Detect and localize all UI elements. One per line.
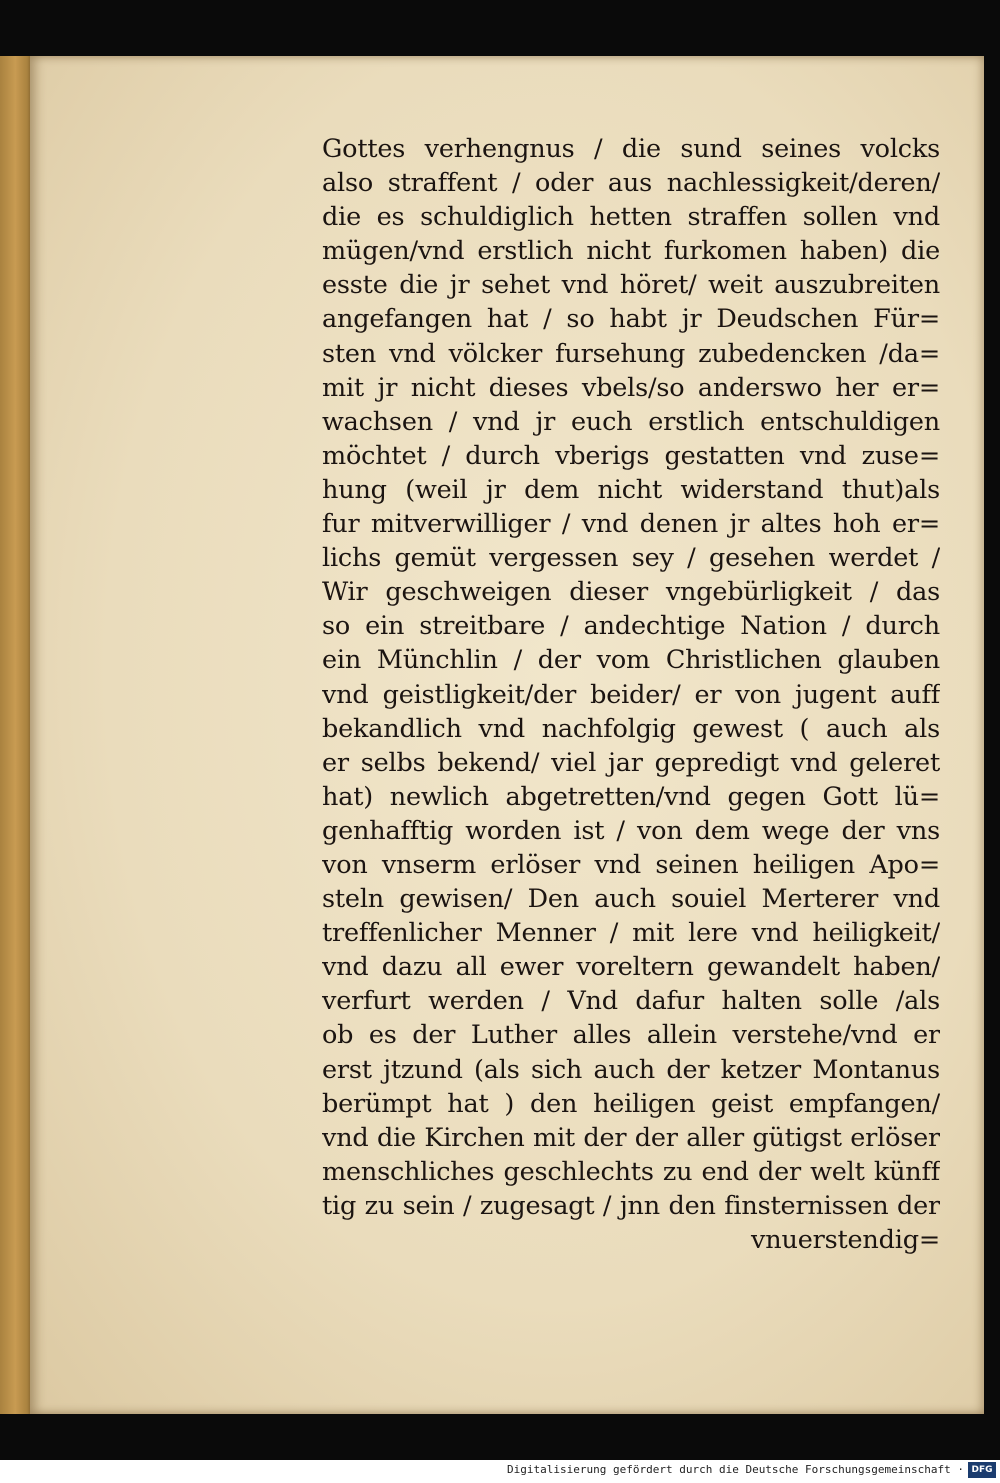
text-line: esste die jr sehet vnd höret/ weit auszubreiten (322, 270, 940, 301)
text-line: hung (weil jr dem nicht widerstand thut)als (322, 474, 940, 505)
book-spine-edge (0, 56, 34, 1414)
text-line: treffenlicher Menner / mit lere vnd heiligkeit/ (322, 918, 940, 949)
digitization-footer (0, 1460, 1000, 1483)
footer-credit-text: Digitalisierung gefördert durch die Deutsche Forschungsgemeinschaft · (507, 1463, 964, 1476)
text-line: mit jr nicht dieses vbels/so anderswo her er= (322, 372, 940, 403)
dfg-logo: DFG (968, 1462, 996, 1478)
text-line: verfurt werden / Vnd dafur halten solle /als (322, 986, 940, 1017)
text-line: Gottes verhengnus / die sund seines volcks (322, 134, 940, 164)
text-line: vnd geistligkeit/der beider/ er von jugent auff (322, 679, 940, 710)
text-line: menschliches geschlechts zu end der welt künff (322, 1156, 940, 1187)
text-line: tig zu sein / zugesagt / jnn den finsternissen der (322, 1190, 940, 1221)
text-line: mügen/vnd erstlich nicht furkomen haben) die (322, 236, 940, 267)
text-line: bekandlich vnd nachfolgig gewest ( auch als (322, 713, 940, 744)
text-line: die es schuldiglich hetten straffen sollen vnd (322, 202, 940, 233)
text-line: so ein streitbare / andechtige Nation / durch (322, 611, 940, 642)
page-text-block (322, 132, 940, 1257)
catchword: vnuerstendig= (751, 1225, 940, 1255)
text-line: erst jtzund (als sich auch der ketzer Montanus (322, 1054, 940, 1085)
text-line: sten vnd völcker fursehung zubedencken /da= (322, 338, 940, 369)
text-line: ein Münchlin / der vom Christlichen glauben (322, 645, 940, 676)
text-line: genhafftig worden ist / von dem wege der vns (322, 815, 940, 846)
text-line: lichs gemüt vergessen sey / gesehen werdet / (322, 543, 940, 574)
text-line: er selbs bekend/ viel jar gepredigt vnd geleret (322, 747, 940, 778)
text-line: wachsen / vnd jr euch erstlich entschuldigen (322, 406, 940, 437)
text-line: steln gewisen/ Den auch souiel Merterer vnd (322, 884, 940, 915)
text-line: also straffent / oder aus nachlessigkeit/deren/ (322, 168, 940, 199)
text-line: Wir geschweigen dieser vngebürligkeit / das (322, 577, 940, 608)
text-line: fur mitverwilliger / vnd denen jr altes hoh er= (322, 509, 940, 540)
text-line: vnd die Kirchen mit der der aller gütigst erlöser (322, 1122, 940, 1153)
text-line: vnd dazu all ewer voreltern gewandelt haben/ (322, 952, 940, 983)
text-line: berümpt hat ) den heiligen geist empfangen/ (322, 1088, 940, 1119)
text-line: von vnserm erlöser vnd seinen heiligen Apo= (322, 849, 940, 880)
text-line: ob es der Luther alles allein verstehe/vnd er (322, 1020, 940, 1051)
text-line: angefangen hat / so habt jr Deudschen Für= (322, 304, 940, 335)
text-line: hat) newlich abgetretten/vnd gegen Gott lü= (322, 781, 940, 812)
text-line: möchtet / durch vberigs gestatten vnd zuse= (322, 440, 940, 471)
